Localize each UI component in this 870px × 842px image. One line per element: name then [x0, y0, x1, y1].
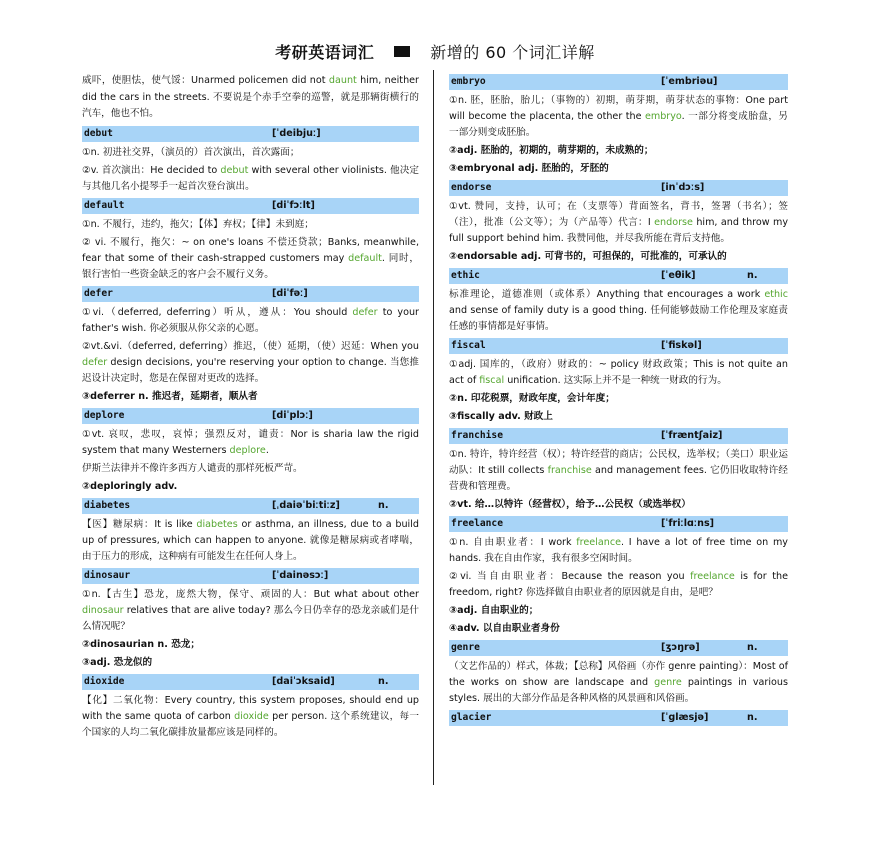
entry-header-dioxide: [82, 674, 419, 690]
fiscal-sense-3: ③fiscally adv. 财政上: [449, 411, 553, 422]
dioxide-sense: 【化】二氧化物：Every country, this system proposes, should end up with the same quota of carbon dioxide per person. 这个系统建议，每一个国家的人均二氧化碳排放量都应该是同样的。: [82, 694, 419, 738]
entry-header-franchise: [449, 428, 788, 444]
page-header: [0, 40, 870, 63]
part-of-speech: n.: [747, 712, 758, 723]
genre-sense: （文艺作品的）样式，体裁；【总称】风俗画（亦作 genre painting）：Most of the works on show are landscape and genre paintings in various styles. 展出的大部分作品是各种风格的风景画和风俗画。: [449, 661, 788, 704]
debut-sense-2: ②v. 首次演出：He decided to debut with several other violinists. 他决定与其他几名小提琴手一起首次登台演出。: [82, 164, 419, 192]
headword: franchise: [451, 430, 503, 441]
phonetic: [inˈdɔːs]: [661, 182, 705, 193]
phonetic: [ˈfræntʃaiz]: [661, 430, 723, 441]
headword: glacier: [451, 712, 492, 723]
entry-header-dinosaur: [82, 568, 419, 584]
entry-header-diabetes: [82, 498, 419, 514]
entry-header-glacier: [449, 710, 788, 726]
embryo-sense-2: ②adj. 胚胎的，初期的，萌芽期的，未成熟的；: [449, 145, 654, 156]
fiscal-sense-1: ①adj. 国库的，（政府）财政的：~ policy 财政政策；This is not quite an act of fiscal unification. 这实际上并不是一种统一财政的行为。: [449, 359, 788, 386]
daunt-definition: 威吓，使胆怯，使气馁：Unarmed policemen did not daunt him, neither did the cars in the streets. 不要说是个赤手空拳的巡警，就是那辆街横行的汽车，他也不怕。: [82, 75, 420, 119]
header-square-icon: [394, 46, 410, 57]
franchise-sense-2: ②vt. 给…以特许（经营权），给予…公民权（或选举权）: [449, 499, 691, 510]
part-of-speech: n.: [378, 675, 389, 687]
entry-header-deplore: [82, 408, 419, 424]
left-column: [82, 72, 419, 742]
debut-sense-1: ①n. 初进社交界，（演员的）首次演出，首次露面；: [82, 146, 300, 158]
headword: genre: [451, 642, 480, 653]
deplore-translation: 伊斯兰法律并不像许多西方人谴责的那样死板严苛。: [82, 462, 303, 474]
phonetic: [ˈembriəu]: [661, 76, 718, 87]
entry-header-debut: [82, 126, 419, 142]
headword: fiscal: [451, 340, 486, 351]
headword: dinosaur: [84, 569, 131, 581]
entry-header-default: [82, 198, 419, 214]
freelance-sense-4: ④adv. 以自由职业者身份: [449, 623, 560, 634]
deplore-sense-2: ②deploringly adv.: [82, 480, 178, 492]
column-divider: [433, 70, 434, 785]
phonetic: [ˈeθik]: [661, 270, 696, 281]
phonetic: [ˈdeibjuː]: [272, 127, 321, 139]
entry-header-freelance: [449, 516, 788, 532]
headword: embryo: [451, 76, 486, 87]
entry-header-embryo: [449, 74, 788, 90]
part-of-speech: n.: [747, 642, 758, 653]
headword: deplore: [84, 409, 125, 421]
defer-sense-3: ③deferrer n. 推迟者，延期者，顺从者: [82, 390, 258, 402]
entry-header-genre: [449, 640, 788, 656]
headword: defer: [84, 287, 113, 299]
part-of-speech: n.: [747, 270, 758, 281]
headword: freelance: [451, 518, 503, 529]
phonetic: [ˌdaiəˈbiːtiːz]: [272, 499, 340, 511]
defer-sense-1: ①vi.（deferred, deferring）听从，遵从：You should defer to your father's wish. 你必须服从你父亲的心愿。: [82, 306, 419, 334]
freelance-sense-2: ②vi. 当自由职业者：Because the reason you freelance is for the freedom, right? 你选择做自由职业者的原因就是自由，是吧？: [449, 571, 788, 598]
phonetic: [ˈdainəsɔː]: [272, 569, 329, 581]
franchise-sense-1: ①n. 特许，特许经营（权）；特许经营的商店；公民权，选举权；（美口）职业运动队：It still collects franchise and management fees. 它仍旧收取特许经营费和管理费。: [449, 449, 788, 492]
dinosaur-sense-3: ③adj. 恐龙似的: [82, 656, 153, 668]
header-subtitle: 新增的 60 个词汇详解: [430, 43, 595, 62]
embryo-sense-3: ③embryonal adj. 胚胎的，牙胚的: [449, 163, 609, 174]
diabetes-sense: 【医】糖尿病：It is like diabetes or asthma, an illness, due to a build up of pressures, which can happen to anyone. 就像是糖尿病或者哮喘，由于压力的形成，这种病有可能发生在任何人身上。: [82, 518, 419, 562]
defer-sense-2: ②vt.&vi.（deferred, deferring）推迟，（使）延期，（使）迟延：When you defer design decisions, you're reserving your option to change. 当您推迟设计决定时，您是在保留对更改的选择。: [82, 340, 419, 384]
deplore-sense-1: ①vt. 哀叹，悲叹，哀悼；强烈反对，谴责：Nor is sharia law the rigid system that many Westerners deplore.: [82, 428, 419, 456]
freelance-sense-1: ①n. 自由职业者：I work freelance. I have a lot of free time on my hands. 我在自由作家，我有很多空闲时间。: [449, 537, 788, 564]
phonetic: [ˈfriːlɑːns]: [661, 518, 715, 529]
freelance-sense-3: ③adj. 自由职业的；: [449, 605, 539, 616]
headword: diabetes: [84, 499, 131, 511]
phonetic: [ʒɔŋrə]: [661, 642, 700, 653]
fiscal-sense-2: ②n. 印花税票，财政年度，会计年度；: [449, 393, 615, 404]
ethic-sense: 标准理论，道德准则（或体系）Anything that encourages a work ethic and sense of family duty is a good thing. 任何能够鼓励工作伦理及家庭责任感的事情都是好事情。: [449, 289, 788, 332]
phonetic: [ˈfiskəl]: [661, 340, 702, 351]
headword: default: [84, 199, 125, 211]
headword: dioxide: [84, 675, 125, 687]
endorse-sense-1: ①vt. 赞同，支持，认可；在（支票等）背面签名，背书，签署（书名）；签（注），批准（公文等）；为（产品等）代言：I endorse him, and throw my full support behind him. 我赞同他，并尽我所能在背后支持他。: [449, 201, 789, 244]
entry-header-fiscal: [449, 338, 788, 354]
headword: ethic: [451, 270, 480, 281]
headword: endorse: [451, 182, 492, 193]
default-sense-2: ② vi. 不履行，拖欠：~ on one's loans 不偿还贷款；Banks, meanwhile, fear that some of their cash-strapped customers may default. 同时，银行害怕一些资金缺乏的客户会不履行义务。: [82, 236, 419, 280]
phonetic: [ˈglæsjə]: [661, 712, 709, 723]
phonetic: [diˈfəː]: [272, 287, 308, 299]
entry-header-defer: [82, 286, 419, 302]
header-title: 考研英语词汇: [275, 43, 375, 62]
endorse-sense-2: ②endorsable adj. 可背书的，可担保的，可批准的，可承认的: [449, 251, 727, 262]
part-of-speech: n.: [378, 499, 389, 511]
right-column: [449, 72, 788, 728]
phonetic: [diˈplɔː]: [272, 409, 313, 421]
entry-header-endorse: [449, 180, 788, 196]
dinosaur-sense-1: ①n.【古生】恐龙，庞然大物，保守、顽固的人：But what about other dinosaur relatives that are alive today? 那么今日仍幸存的恐龙亲戚们是什么情况呢？: [82, 588, 419, 632]
embryo-sense-1: ①n. 胚，胚胎，胎儿；（事物的）初期，萌芽期，萌芽状态的事物：One part will become the placenta, the other the embryo. 一部分将变成胎盘，另一部分则变成胚胎。: [449, 95, 788, 138]
default-sense-1: ①n. 不履行，违约，拖欠；【体】弃权；【律】未到庭；: [82, 218, 314, 230]
headword: debut: [84, 127, 113, 139]
phonetic: [diˈfɔːlt]: [272, 199, 315, 211]
dinosaur-sense-2: ②dinosaurian n. 恐龙；: [82, 638, 200, 650]
entry-header-ethic: [449, 268, 788, 284]
phonetic: [daiˈɔksaid]: [272, 675, 335, 687]
